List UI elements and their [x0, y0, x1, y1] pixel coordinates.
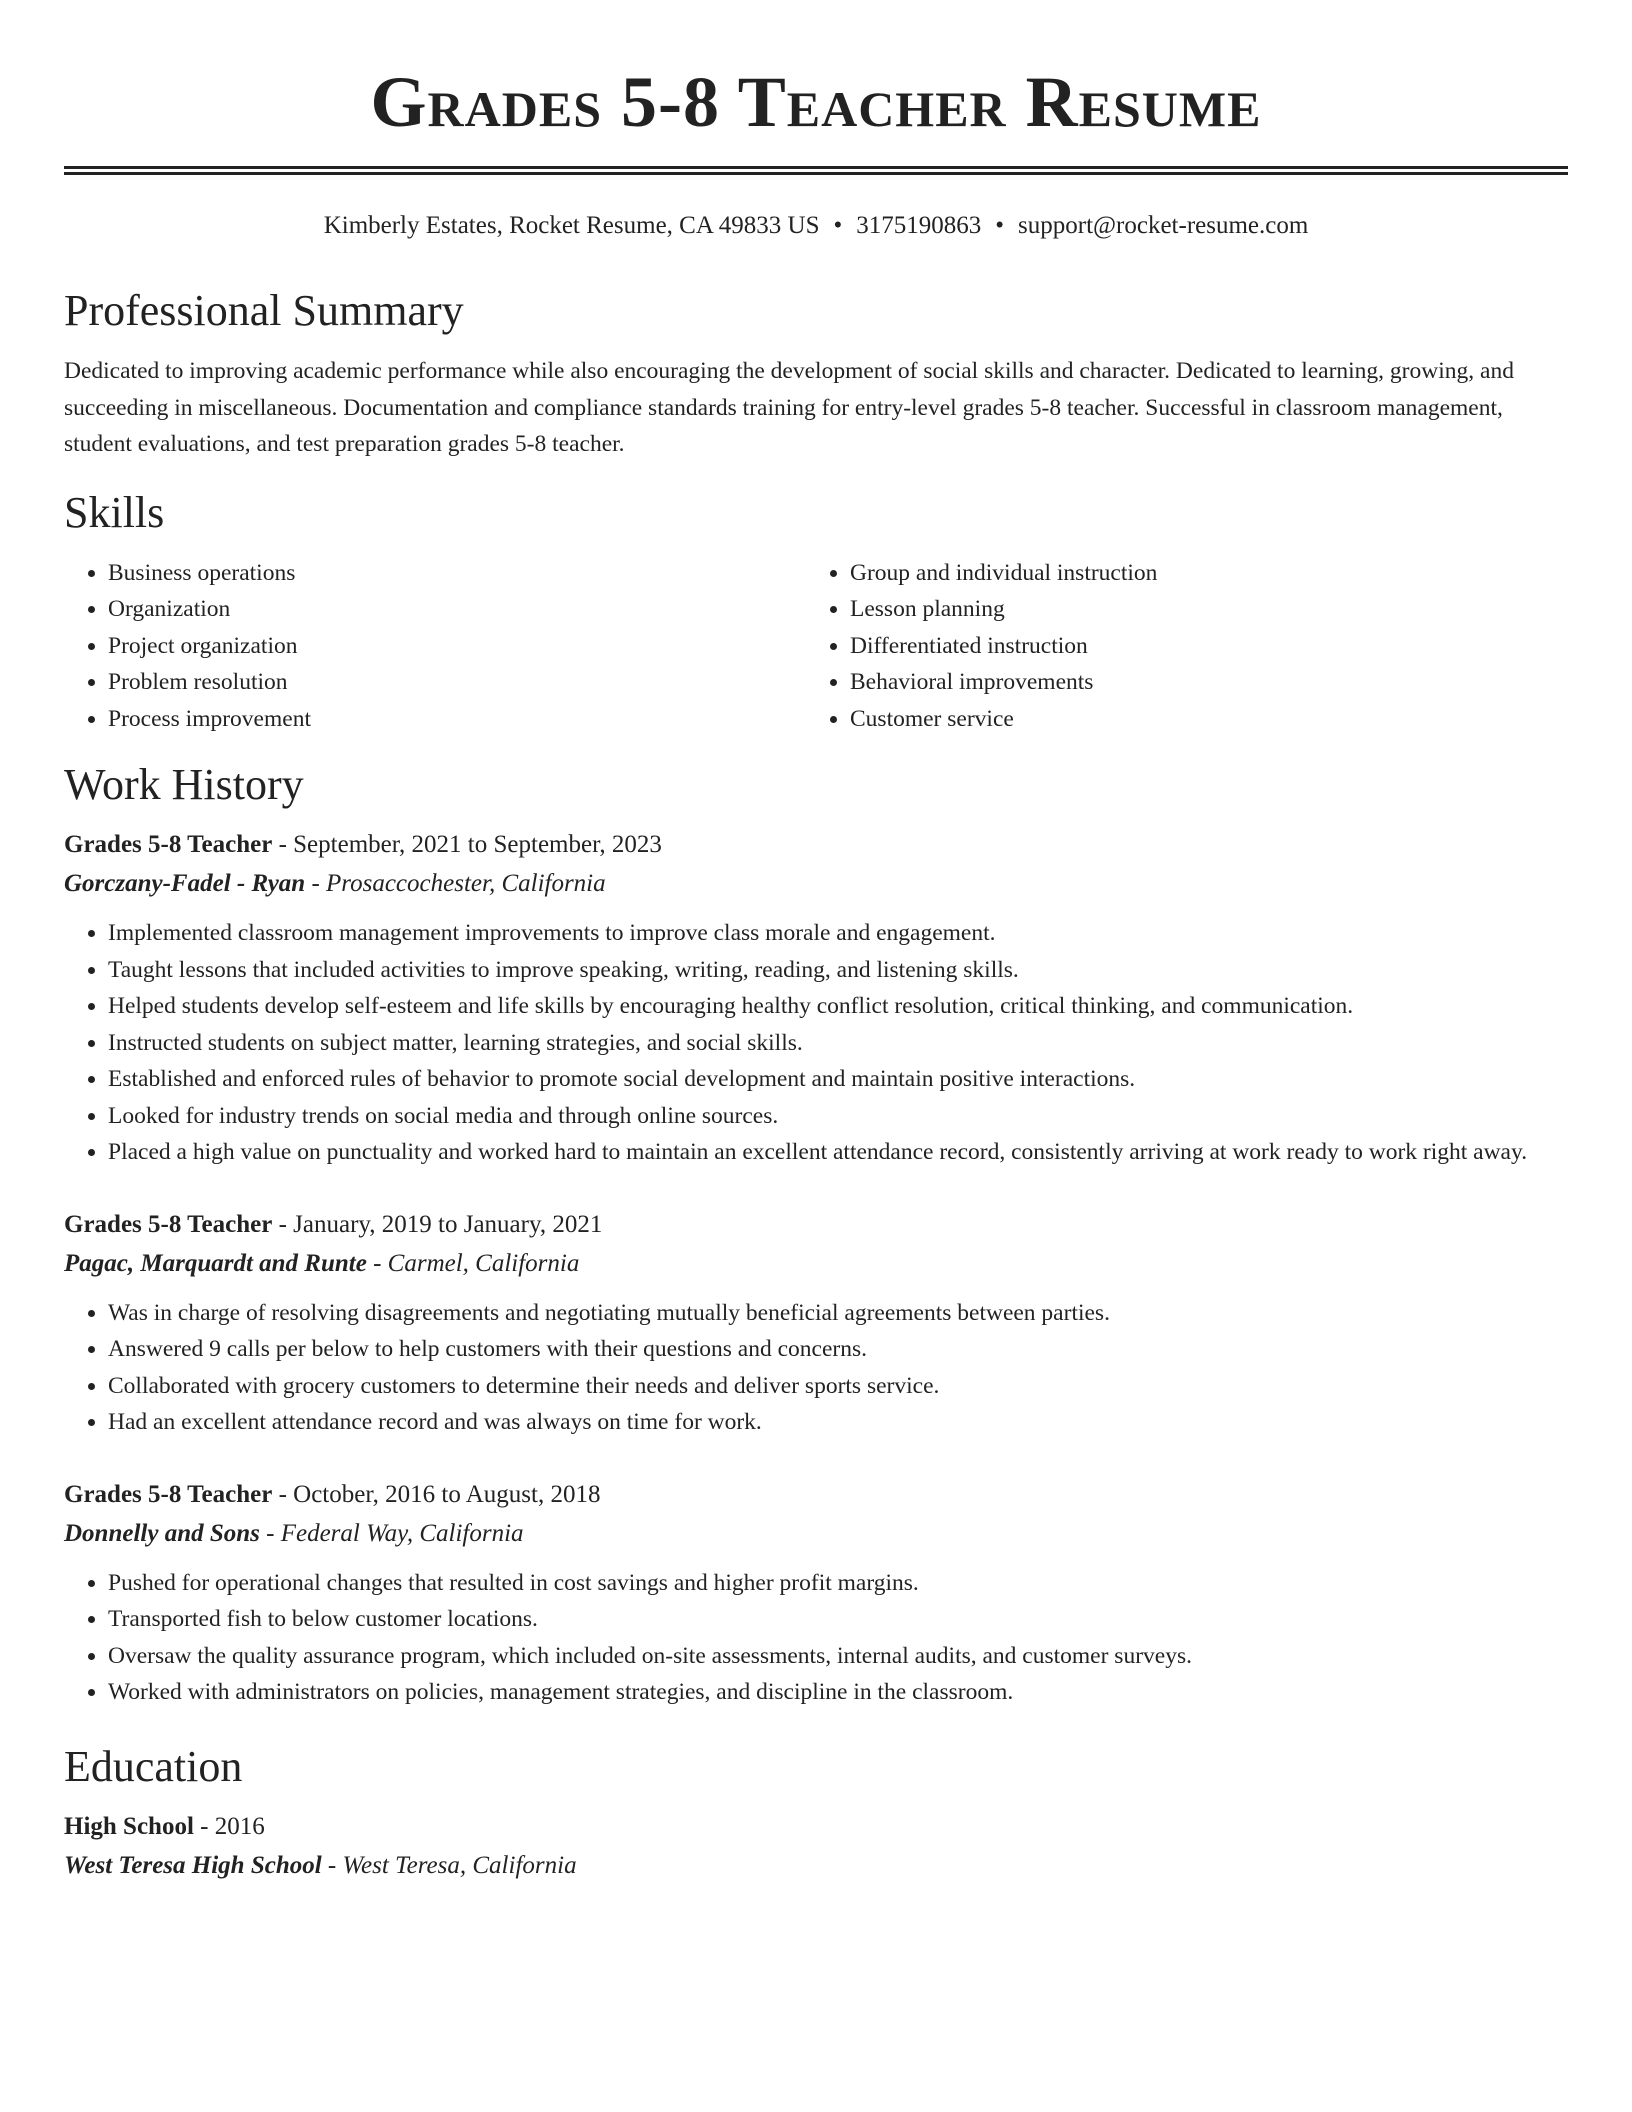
- employer-location: - Carmel, California: [366, 1249, 580, 1277]
- job-duty: • Pushed for operational changes that resulted in cost savings and higher profit margins.: [108, 1565, 1568, 1602]
- job-title: Grades 5-8 Teacher: [64, 1210, 273, 1238]
- job-duty: • Worked with administrators on policies, management strategies, and discipline in the classroom.: [108, 1674, 1568, 1711]
- school-line: [64, 1846, 1568, 1885]
- job-title-line: [64, 1475, 1568, 1514]
- job-title-line: [64, 1205, 1568, 1244]
- contact-separator: •: [995, 212, 1005, 239]
- contact-separator: •: [833, 212, 843, 239]
- job-title: Grades 5-8 Teacher: [64, 831, 273, 858]
- school-name: West Teresa High School: [64, 1851, 322, 1879]
- employer-location: - Prosaccochester, California: [305, 870, 606, 897]
- skill-item: • Lesson planning: [850, 591, 1566, 628]
- job-duty: • Instructed students on subject matter, learning strategies, and social skills.: [108, 1025, 1568, 1062]
- employer-name: Gorczany-Fadel - Ryan: [64, 870, 306, 897]
- degree-line: [64, 1807, 1568, 1846]
- employer-location: - Federal Way, California: [259, 1519, 524, 1547]
- job-duty: • Placed a high value on punctuality and worked hard to maintain an excellent attendance record, consistently arriving at work ready to work right away.: [108, 1134, 1568, 1171]
- job-duty: • Taught lessons that included activities to improve speaking, writing, reading, and listening skills.: [108, 952, 1568, 989]
- education-heading: Education: [64, 1741, 243, 1791]
- school-location: - West Teresa, California: [321, 1851, 577, 1879]
- job-duty: • Looked for industry trends on social media and through online sources.: [108, 1098, 1568, 1135]
- job-duty: • Implemented classroom management improvements to improve class morale and engagement.: [108, 915, 1568, 952]
- employer-line: [64, 1244, 1568, 1283]
- skill-item: • Behavioral improvements: [850, 664, 1566, 701]
- skills-list-left: [64, 555, 806, 738]
- job-title-line: [64, 825, 1568, 864]
- contact-line: [64, 211, 1568, 241]
- employer-name: Donnelly and Sons: [64, 1519, 260, 1547]
- skill-item: • Differentiated instruction: [850, 628, 1566, 665]
- skill-item: • Group and individual instruction: [850, 555, 1566, 592]
- job-entry: [64, 1205, 1568, 1441]
- skills-heading: Skills: [64, 487, 165, 537]
- job-duties-list: [64, 915, 1568, 1171]
- graduation-year: - 2016: [193, 1812, 265, 1840]
- job-entry: [64, 825, 1568, 1171]
- page-title: Grades 5-8 Teacher Resume: [370, 62, 1262, 142]
- work-history-heading: Work History: [64, 760, 304, 809]
- job-title: Grades 5-8 Teacher: [64, 1480, 273, 1508]
- education-entry: [64, 1807, 1568, 1885]
- contact-email: support@rocket-resume.com: [1018, 212, 1309, 239]
- skill-item: • Organization: [108, 591, 806, 628]
- job-duty: • Oversaw the quality assurance program, which included on-site assessments, internal audits, and customer surveys.: [108, 1638, 1568, 1675]
- skills-list-right: [806, 555, 1566, 738]
- skill-item: • Problem resolution: [108, 664, 806, 701]
- job-entry: [64, 1475, 1568, 1711]
- contact-address: Kimberly Estates, Rocket Resume, CA 49833 US: [323, 212, 820, 239]
- summary-heading: Professional Summary: [64, 286, 464, 335]
- job-duty: • Transported fish to below customer locations.: [108, 1601, 1568, 1638]
- job-duty: • Answered 9 calls per below to help customers with their questions and concerns.: [108, 1331, 1568, 1368]
- skill-item: • Customer service: [850, 701, 1566, 738]
- job-duty: • Established and enforced rules of behavior to promote social development and maintain positive interactions.: [108, 1061, 1568, 1098]
- skill-item: • Project organization: [108, 628, 806, 665]
- title-divider: [64, 166, 1568, 175]
- job-duties-list: [64, 1565, 1568, 1711]
- job-dates: - January, 2019 to January, 2021: [272, 1210, 603, 1238]
- job-duty: • Collaborated with grocery customers to determine their needs and deliver sports service.: [108, 1368, 1568, 1405]
- job-duties-list: [64, 1295, 1568, 1441]
- summary-text: Dedicated to improving academic performance while also encouraging the development of social skills and character. Dedicated to learning, growing, and succeeding in miscellaneous. Documentation and compliance standards training for entry-level grades 5-8 teacher. Successful in classroom management, student evaluations, and test preparation grades 5-8 teacher.: [64, 358, 1514, 457]
- skill-item: • Business operations: [108, 555, 806, 592]
- job-dates: - September, 2021 to September, 2023: [272, 831, 662, 858]
- job-duty: • Was in charge of resolving disagreements and negotiating mutually beneficial agreements between parties.: [108, 1295, 1568, 1332]
- job-duty: • Helped students develop self-esteem and life skills by encouraging healthy conflict resolution, critical thinking, and communication.: [108, 988, 1568, 1025]
- employer-line: [64, 864, 1568, 903]
- skill-item: • Process improvement: [108, 701, 806, 738]
- employer-line: [64, 1514, 1568, 1553]
- job-dates: - October, 2016 to August, 2018: [272, 1480, 601, 1508]
- degree-name: High School: [64, 1812, 194, 1840]
- employer-name: Pagac, Marquardt and Runte: [64, 1249, 367, 1277]
- skills-grid: [64, 555, 1568, 738]
- contact-phone: 3175190863: [856, 212, 982, 239]
- job-duty: • Had an excellent attendance record and was always on time for work.: [108, 1404, 1568, 1441]
